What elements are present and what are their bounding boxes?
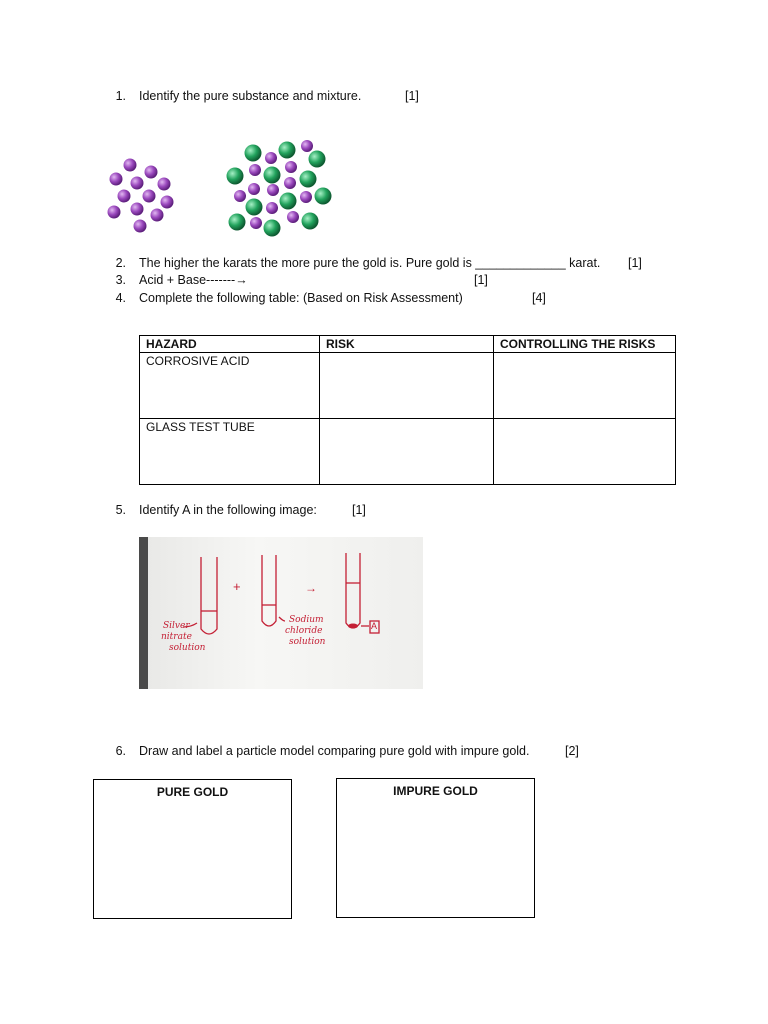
impure-gold-drawing-box[interactable] <box>336 778 535 918</box>
header-hazard: HAZARD <box>140 336 320 353</box>
question-text: Identify A in the following image: <box>139 503 317 517</box>
question-text: Draw and label a particle model comparing pure gold with impure gold. <box>139 744 530 758</box>
pure-gold-title: PURE GOLD <box>156 785 229 799</box>
precipitate <box>348 624 358 629</box>
table-header-row <box>140 336 676 353</box>
control-answer-cell[interactable] <box>494 353 676 419</box>
mixture-particles <box>227 140 332 237</box>
tube-2-label: Sodium chloride solution <box>285 615 326 647</box>
particle-diagrams <box>100 135 350 245</box>
pure-gold-drawing-box[interactable] <box>93 779 292 919</box>
control-answer-cell[interactable] <box>494 419 676 485</box>
question-text: Acid + Base-------→ <box>139 273 248 287</box>
hazard-cell: CORROSIVE ACID <box>140 353 320 419</box>
header-controlling-risks: CONTROLLING THE RISKS <box>494 336 676 353</box>
table-row <box>140 353 676 419</box>
question-mark: [1] <box>628 256 642 270</box>
tube-1-label: Silver nitrate solution <box>161 621 206 653</box>
risk-assessment-table <box>139 335 676 485</box>
question-mark: [1] <box>474 273 488 287</box>
question-text: Complete the following table: (Based on Risk Assessment) <box>139 291 463 305</box>
question-number: 1. <box>115 89 126 103</box>
table-row <box>140 419 676 485</box>
risk-answer-cell[interactable] <box>320 419 494 485</box>
question-number: 6. <box>115 744 126 758</box>
pure-substance-particles <box>108 159 174 233</box>
question-number: 2. <box>115 256 126 270</box>
question-text: The higher the karats the more pure the gold is. Pure gold is _____________ karat. <box>139 256 601 270</box>
test-tube-photo <box>139 537 423 689</box>
risk-answer-cell[interactable] <box>320 353 494 419</box>
question-mark: [2] <box>565 744 579 758</box>
question-mark: [4] <box>532 291 546 305</box>
question-text: Identify the pure substance and mixture. <box>139 89 362 103</box>
plus-sign: + <box>233 579 241 594</box>
question-number: 3. <box>115 273 126 287</box>
label-a: A <box>371 621 378 631</box>
paper-sheet <box>148 537 423 689</box>
question-mark: [1] <box>405 89 419 103</box>
question-number: 5. <box>115 503 126 517</box>
hazard-cell: GLASS TEST TUBE <box>140 419 320 485</box>
reaction-arrow: → <box>305 581 317 595</box>
question-number: 4. <box>115 291 126 305</box>
question-mark: [1] <box>352 503 366 517</box>
header-risk: RISK <box>320 336 494 353</box>
impure-gold-title: IMPURE GOLD <box>393 784 478 798</box>
test-tube-drawing <box>139 537 423 689</box>
